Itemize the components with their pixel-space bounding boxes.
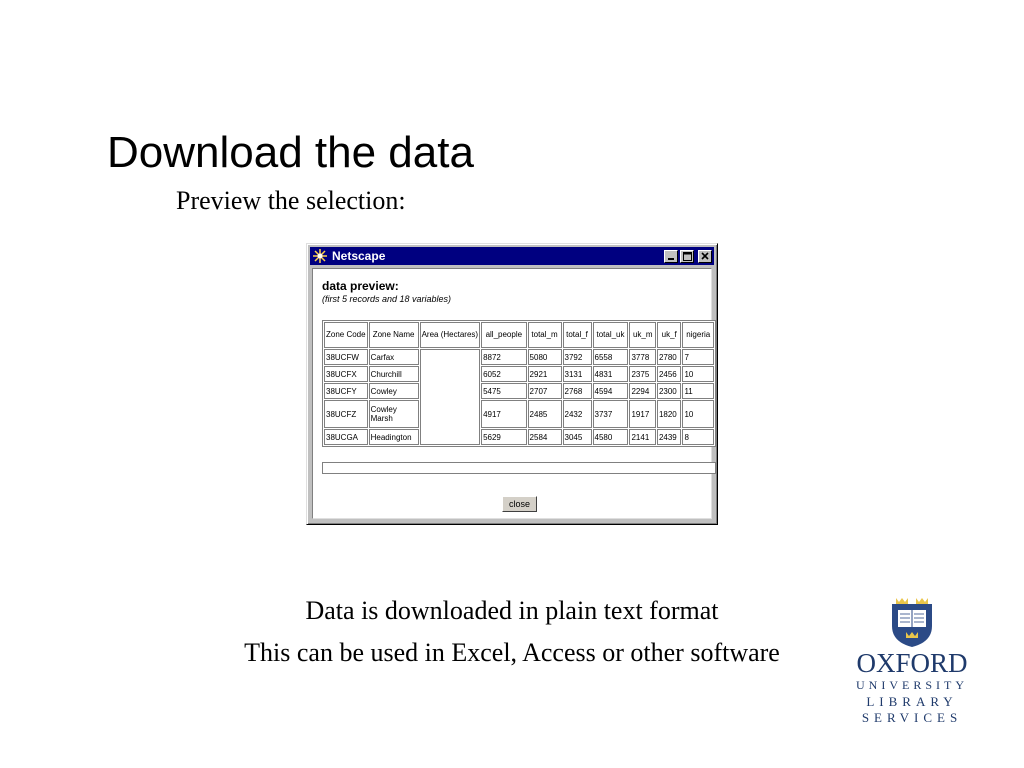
column-header: nigeria: [682, 322, 714, 348]
table-cell: 4594: [593, 383, 629, 399]
table-cell: Cowley Marsh: [369, 400, 419, 428]
column-header: Zone Name: [369, 322, 419, 348]
minimize-icon: [667, 252, 675, 260]
table-cell: 38UCGA: [324, 429, 368, 445]
table-cell: 3131: [563, 366, 592, 382]
column-header: uk_f: [657, 322, 681, 348]
window-title: Netscape: [332, 249, 386, 263]
table-cell: 5080: [528, 349, 562, 365]
table-cell: 38UCFY: [324, 383, 368, 399]
table-row: [324, 400, 714, 428]
slide-title: Download the data: [107, 128, 474, 177]
table-header-row: [324, 322, 714, 348]
table-cell: 2584: [528, 429, 562, 445]
table-cell: Cowley: [369, 383, 419, 399]
column-header: Area (Hectares): [420, 322, 480, 348]
logo-university-text: UNIVERSITY: [856, 678, 968, 692]
netscape-icon: [312, 248, 328, 264]
table-cell: 6558: [593, 349, 629, 365]
slide-subtitle: Preview the selection:: [176, 186, 406, 215]
table-cell: 5629: [481, 429, 526, 445]
table-cell: Carfax: [369, 349, 419, 365]
window-titlebar[interactable]: [310, 247, 714, 265]
table-cell: 2294: [629, 383, 655, 399]
preview-heading: data preview:: [322, 279, 399, 293]
logo-library-text: LIBRARY: [866, 694, 958, 709]
table-cell: 2707: [528, 383, 562, 399]
column-header: all_people: [481, 322, 526, 348]
table-cell: 1917: [629, 400, 655, 428]
table-cell: Headington: [369, 429, 419, 445]
logo-services-text: SERVICES: [861, 710, 963, 725]
column-header: total_f: [563, 322, 592, 348]
table-cell: 10: [682, 366, 714, 382]
column-header: Zone Code: [324, 322, 368, 348]
oxford-crest-icon: [888, 596, 936, 648]
table-cell: 4831: [593, 366, 629, 382]
table-cell: 3045: [563, 429, 592, 445]
table-cell: 2456: [657, 366, 681, 382]
table-cell: 10: [682, 400, 714, 428]
logo-oxford-text: OXFORD: [856, 648, 968, 678]
table-cell: 38UCFX: [324, 366, 368, 382]
table-cell: 2768: [563, 383, 592, 399]
table-cell: 2485: [528, 400, 562, 428]
table-row: [324, 383, 714, 399]
minimize-button[interactable]: [664, 250, 678, 263]
table-cell: 2141: [629, 429, 655, 445]
preview-note: (first 5 records and 18 variables): [322, 294, 452, 304]
column-header: uk_m: [629, 322, 655, 348]
table-footer-bar: [322, 462, 716, 474]
table-cell: 11: [682, 383, 714, 399]
table-cell: 5475: [481, 383, 526, 399]
table-cell: 2780: [657, 349, 681, 365]
window-content: [312, 268, 712, 519]
caption-line-2: This can be used in Excel, Access or other software: [244, 638, 780, 667]
table-cell: 8: [682, 429, 714, 445]
table-cell: 2439: [657, 429, 681, 445]
table-cell: 2300: [657, 383, 681, 399]
table-cell: 2921: [528, 366, 562, 382]
table-row: [324, 429, 714, 445]
oxford-library-logo: [852, 596, 972, 726]
table-cell: 2375: [629, 366, 655, 382]
table-cell: 38UCFW: [324, 349, 368, 365]
table-cell: Churchill: [369, 366, 419, 382]
table-cell: 3737: [593, 400, 629, 428]
data-preview-table: [322, 320, 716, 447]
table-cell: 3792: [563, 349, 592, 365]
close-window-button[interactable]: [698, 250, 712, 263]
table-row: [324, 366, 714, 382]
close-icon: [701, 252, 709, 260]
table-cell: 4580: [593, 429, 629, 445]
table-cell: 38UCFZ: [324, 400, 368, 428]
area-cell: [420, 349, 480, 445]
table-cell: 2432: [563, 400, 592, 428]
table-cell: 6052: [481, 366, 526, 382]
table-row: [324, 349, 714, 365]
column-header: total_uk: [593, 322, 629, 348]
maximize-button[interactable]: [680, 250, 694, 263]
table-cell: 7: [682, 349, 714, 365]
caption-line-1: Data is downloaded in plain text format: [305, 596, 719, 625]
table-cell: 1820: [657, 400, 681, 428]
table-cell: 4917: [481, 400, 526, 428]
maximize-icon: [683, 252, 692, 261]
column-header: total_m: [528, 322, 562, 348]
table-cell: 3778: [629, 349, 655, 365]
netscape-window: [306, 243, 718, 525]
table-cell: 8872: [481, 349, 526, 365]
close-button[interactable]: close: [502, 496, 537, 512]
